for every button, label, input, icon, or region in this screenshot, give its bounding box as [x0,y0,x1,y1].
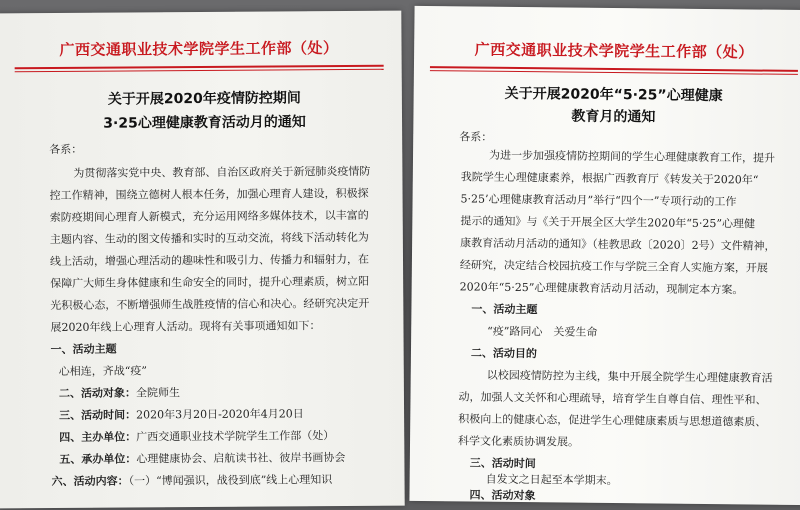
right-salutation: 各系： [459,130,493,144]
left-header-rule-thin [15,69,384,73]
right-body-line: 2020年“5·25”心理健康教育活动月活动，现制定本方案。 [459,280,744,297]
right-section-label: 一、活动主题 [471,302,538,317]
right-section-label: 二、活动目的 [470,346,538,361]
left-section-row [51,469,332,492]
left-section-text: 心相连，齐战“疫” [58,364,148,378]
right-section-label: 三、活动时间 [469,456,536,471]
left-section-row [59,403,304,426]
left-section-text: 全院师生 [135,386,180,400]
right-section-text: 自发文之日起至本学期末。 [485,472,618,488]
left-section-text: （一）“博闻强识，战役到底”线上心理知识 [128,473,333,488]
left-body-line: 主题内容、生动的图文传播和实时的互动交流，将线下活动转化为 [49,230,369,247]
left-body-line: 线上活动，增强心理活动的趣味性和吸引力、传播力和辐射力，在 [49,252,370,269]
right-body-line: 经研究，决定结合校园抗疫工作与学院三全育人实施方案，开展 [459,258,768,275]
right-body-line: 5·25’心理健康教育活动月”举行“四个一”专项行动的工作 [460,192,737,209]
left-section-label: 六、活动内容： [51,474,129,489]
left-header: 广西交通职业技术学院学生工作部（处） [59,39,339,59]
right-body-line: 康教育活动月活动的通知》（桂教思政〔2020〕2号）文件精神， [460,236,776,253]
right-document [409,6,800,505]
left-section-row [59,425,334,448]
left-document [0,11,405,509]
left-section-label: 三、活动时间： [59,408,137,422]
left-section-label: 四、主办单位： [59,430,137,444]
left-section-text: 心理健康协会、启航读书社、彼岸书画协会 [136,450,346,466]
left-body-line: 为贯彻落实党中央、教育部、自治区政府关于新冠肺炎疫情防 [73,164,371,180]
right-title-line1: 关于开展2020年“5·25”心理健康 [504,85,723,105]
left-body-line: 光积极心态，不断增强师生战胜疫情的信心和决心。经研究决定开 [50,296,370,313]
left-salutation: 各系： [49,142,83,157]
left-title-line1: 关于开展2020年疫情防控期间 [107,90,301,108]
right-header: 广西交通职业技术学院学生工作部（处） [474,40,754,62]
left-body-line: 控工作精神，围绕立德树人根本任务，加强心理育人建设，积极探 [49,186,369,203]
right-section-text: 积极向上的健康心态，促进学生心理健康素质与思想道德素质、 [458,412,767,429]
right-section-text: 以校园疫情防控为主线，集中开展全院学生心理健康教育活 [486,368,773,385]
left-body-line: 保障广大师生身体健康和生命安全的同时，提升心理素质，树立阳 [50,274,370,291]
right-section-label: 四、活动对象 [469,488,536,503]
right-body-line: 提示的通知》与《关于开展全区大学生2020年“5·25”心理健 [460,214,756,231]
left-section-text: 2020年3月20日-2020年4月20日 [136,407,304,422]
left-section-row [59,382,180,404]
left-section-text: 广西交通职业技术学院学生工作部（处） [136,429,335,444]
left-section-label: 五、承办单位： [59,452,137,466]
left-body-line: 索防疫期间心理育人新模式，充分运用网络多媒体技术，以丰富的 [49,208,369,225]
left-section-row [59,447,345,470]
right-title-line2: 教育月的通知 [571,108,656,126]
right-body-line: 为进一步加强疫情防控期间的学生心理健康教育工作，提升 [488,148,776,165]
right-body-line: 我院学生心理健康素养，根据广西教育厅《转发关于2020年“ [460,170,759,187]
right-section-text: “疫”路同心 关爱生命 [487,324,598,339]
left-title-line2: 3·25心理健康教育活动月的通知 [103,114,306,132]
left-body-line: 展2020年线上心理育人活动。现将有关事项通知如下： [50,319,321,335]
left-section-label: 一、活动主题 [50,342,117,357]
right-section-text: 动，加强人文关怀和心理疏导，培育学生自尊自信、理性平和、 [458,390,767,407]
right-section-text: 科学文化素质协调发展。 [457,434,580,449]
left-section-label: 二、活动对象： [58,386,136,400]
